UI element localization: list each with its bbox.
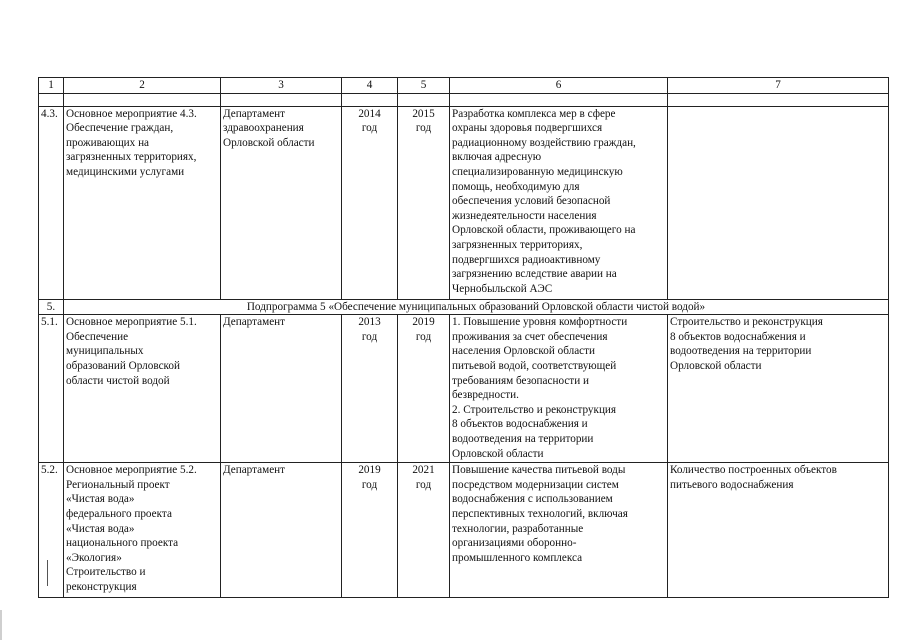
text-line: 2014	[358, 107, 381, 120]
text-line: «Чистая вода»	[66, 522, 135, 535]
text-line: питьевого водоснабжения	[670, 478, 794, 491]
end-year	[398, 315, 450, 463]
empty-cell	[64, 93, 221, 106]
start-year	[342, 315, 398, 463]
text-line: Департамент	[223, 316, 286, 329]
text-line: технологии, разработанные	[452, 522, 584, 535]
executor	[221, 315, 342, 463]
text-line: 2015	[412, 107, 435, 120]
text-line: области чистой водой	[66, 374, 170, 387]
text-line: питьевой водой, соответствующей	[452, 359, 617, 372]
indicator	[668, 463, 889, 598]
text-line: 2. Строительство и реконструкция	[452, 403, 617, 416]
section-row	[39, 299, 889, 315]
text-line: водоотведения на территории	[670, 345, 812, 358]
text-line: водоснабжения с использованием	[452, 493, 613, 506]
text-line: Разработка комплекса мер в сфере	[452, 107, 616, 120]
scan-edge-shadow	[0, 610, 2, 640]
table-row	[39, 463, 889, 598]
text-line: подвергшихся радиоактивному	[452, 253, 601, 266]
text-line: Основное мероприятие 4.3.	[66, 107, 197, 120]
text-line: проживания за счет обеспечения	[452, 330, 608, 343]
text-line: перспективных технологий, включая	[452, 507, 628, 520]
text-line: водоотведения на территории	[452, 432, 594, 445]
end-year	[398, 463, 450, 598]
text-line: обеспечения условий безопасной	[452, 195, 611, 208]
spacer-row	[39, 93, 889, 106]
text-line: радиационному воздействию граждан,	[452, 136, 636, 149]
start-year	[342, 106, 398, 299]
text-line: год	[361, 122, 378, 135]
text-line: Строительство и реконструкция	[670, 316, 823, 329]
pen-mark	[47, 560, 48, 586]
text-line: включая адресную	[452, 151, 542, 164]
column-number-row	[39, 78, 889, 94]
text-line: жизнедеятельности населения	[452, 209, 597, 222]
text-line: Орловской области	[223, 136, 315, 149]
executor	[221, 463, 342, 598]
text-line: Департамент	[223, 464, 286, 477]
text-line: организациями оборонно-	[452, 537, 577, 550]
section-number: 5.	[39, 299, 64, 315]
text-line: промышленного комплекса	[452, 551, 583, 564]
text-line: 8 объектов водоснабжения и	[452, 418, 588, 431]
expected-result	[450, 106, 668, 299]
header-cell: 7	[668, 78, 889, 94]
header-cell: 4	[342, 78, 398, 94]
end-year	[398, 106, 450, 299]
text-line: медицинскими услугами	[66, 165, 185, 178]
executor	[221, 106, 342, 299]
text-line: 2021	[412, 464, 435, 477]
empty-cell	[398, 93, 450, 106]
text-line: год	[415, 478, 432, 491]
expected-result	[450, 315, 668, 463]
header-cell: 6	[450, 78, 668, 94]
text-line: 1. Повышение уровня комфортности	[452, 316, 628, 329]
text-line: Обеспечение	[66, 330, 129, 343]
text-line: Основное мероприятие 5.1.	[66, 316, 197, 329]
text-line: здравоохранения	[223, 122, 304, 135]
text-line: проживающих на	[66, 136, 150, 149]
measure-name	[64, 106, 221, 299]
text-line: Обеспечение граждан,	[66, 122, 174, 135]
text-line: 2019	[412, 316, 435, 329]
text-line: Региональный проект	[66, 478, 170, 491]
indicator	[668, 106, 889, 299]
header-cell: 5	[398, 78, 450, 94]
text-line: загрязненных территориях,	[66, 151, 197, 164]
start-year	[342, 463, 398, 598]
measure-name	[64, 463, 221, 598]
text-line: охраны здоровья подвергшихся	[452, 122, 603, 135]
table-row	[39, 106, 889, 299]
text-line: населения Орловской области	[452, 345, 596, 358]
section-title: Подпрограмма 5 «Обеспечение муниципальных образований Орловской области чистой водой»	[64, 299, 889, 315]
text-line: «Экология»	[66, 551, 122, 564]
text-line: год	[415, 122, 432, 135]
text-line: требованиям безопасности и	[452, 374, 589, 387]
text-line: загрязнению вследствие аварии на	[452, 268, 617, 281]
text-line: 2019	[358, 464, 381, 477]
empty-cell	[450, 93, 668, 106]
row-number: 5.2.	[39, 463, 64, 598]
header-cell: 3	[221, 78, 342, 94]
text-line: помощь, необходимую для	[452, 180, 580, 193]
text-line: Департамент	[223, 107, 286, 120]
text-line: 2013	[358, 316, 381, 329]
text-line: специализированную медицинскую	[452, 165, 623, 178]
measures-table	[38, 77, 889, 598]
text-line: Орловской области	[452, 447, 544, 460]
text-line: год	[415, 330, 432, 343]
table-row	[39, 315, 889, 463]
text-line: Основное мероприятие 5.2.	[66, 464, 197, 477]
text-line: год	[361, 330, 378, 343]
text-line: загрязненных территориях,	[452, 238, 583, 251]
text-line: Орловской области	[670, 359, 762, 372]
text-line: Повышение качества питьевой воды	[452, 464, 626, 477]
empty-cell	[342, 93, 398, 106]
empty-cell	[39, 93, 64, 106]
text-line: Орловской области, проживающего на	[452, 224, 636, 237]
header-cell: 2	[64, 78, 221, 94]
text-line: муниципальных	[66, 345, 144, 358]
text-line: Количество построенных объектов	[670, 464, 837, 477]
row-number: 4.3.	[39, 106, 64, 299]
expected-result	[450, 463, 668, 598]
text-line: безвредности.	[452, 389, 519, 402]
text-line: Строительство и	[66, 566, 146, 579]
header-cell: 1	[39, 78, 64, 94]
measure-name	[64, 315, 221, 463]
text-line: Чернобыльской АЭС	[452, 282, 553, 295]
text-line: реконструкция	[66, 580, 137, 593]
text-line: год	[361, 478, 378, 491]
row-number: 5.1.	[39, 315, 64, 463]
indicator	[668, 315, 889, 463]
text-line: федерального проекта	[66, 507, 172, 520]
text-line: 8 объектов водоснабжения и	[670, 330, 806, 343]
empty-cell	[668, 93, 889, 106]
empty-cell	[221, 93, 342, 106]
text-line: образований Орловской	[66, 359, 180, 372]
text-line: «Чистая вода»	[66, 493, 135, 506]
text-line: посредством модернизации систем	[452, 478, 619, 491]
text-line: национального проекта	[66, 537, 179, 550]
